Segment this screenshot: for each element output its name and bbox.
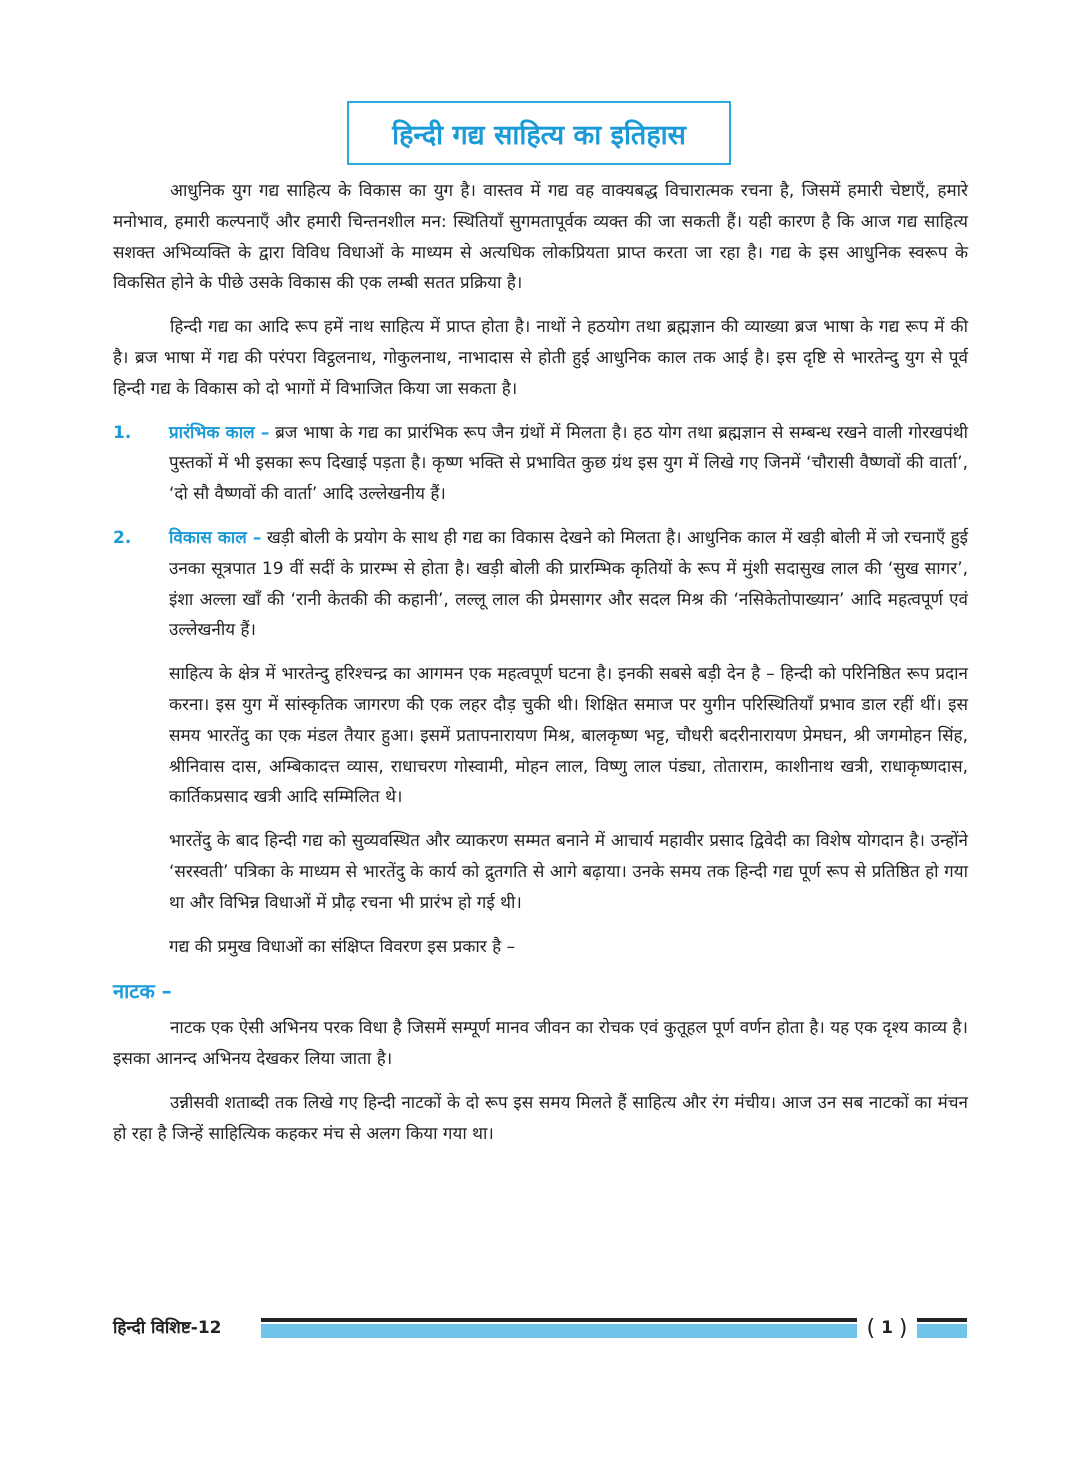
list-number-1: 1. xyxy=(113,422,132,443)
main-content xyxy=(113,176,968,1163)
title-box xyxy=(347,101,731,165)
list-item-1 xyxy=(113,418,968,510)
section-heading-natak: नाटक – xyxy=(113,979,172,1004)
close-paren-glyph: ) xyxy=(898,1315,908,1341)
list-text-2: खड़ी बोली के प्रयोग के साथ ही गद्य का विकास देखने को मिलता है। आधुनिक काल में खड़ी बोली में जो रचनाएँ हुई उनका सूत्रपात 19 वीं सदीं के प्रारम्भ से होता है। खड़ी बोली की प्रारम्भिक कृतियों के रूप में मुंशी सदासुख लाल की ‘सुख सागर’, इंशा अल्ला खाँ की ‘रानी केतकी की कहानी’, लल्लू लाल की प्रेमसागर और सदल मिश्र की ‘नसिकेतोपाख्यान’ आदि महत्वपूर्ण एवं उल्लेखनीय हैं। xyxy=(169,527,968,641)
list-heading-1: प्रारंभिक काल – xyxy=(169,422,270,443)
footer-book-label: हिन्दी विशिष्ट-12 xyxy=(113,1318,222,1338)
page-number-box xyxy=(857,1313,917,1343)
list-heading-2: विकास काल – xyxy=(169,527,262,548)
sub-paragraph-1: साहित्य के क्षेत्र में भारतेन्दु हरिश्चन्द्र का आगमन एक महत्वपूर्ण घटना है। इनकी सबसे बड़ी देन है – हिन्दी को परिनिष्ठित रूप प्रदान करना। इस युग में सांस्कृतिक जागरण की एक लहर दौड़ चुकी थी। शिक्षित समाज पर युगीन परिस्थितियाँ प्रभाव डाल रहीं थीं। इस समय भारतेंदु का एक मंडल तैयार हुआ। इसमें प्रतापनारायण मिश्र, बालकृष्ण भट्ट, चौधरी बदरीनारायण प्रेमघन, श्री जगमोहन सिंह, श्रीनिवास दास, अम्बिकादत्त व्यास, राधाचरण गोस्वामी, मोहन लाल, विष्णु लाल पंड्या, तोताराम, काशीनाथ खत्री, राधाकृष्णदास, कार्तिकप्रसाद खत्री आदि सम्मिलित थे। xyxy=(169,664,968,808)
page-number: 1 xyxy=(881,1318,893,1338)
section-paragraph-1: नाटक एक ऐसी अभिनय परक विधा है जिसमें सम्पूर्ण मानव जीवन का रोचक एवं कुतूहल पूर्ण वर्णन होता है। यह एक दृश्य काव्य है। इसका आनन्द अभिनय देखकर लिया जाता है। xyxy=(113,1018,968,1070)
page-footer xyxy=(113,1313,968,1343)
sub-paragraph-2: भारतेंदु के बाद हिन्दी गद्य को सुव्यवस्थित और व्याकरण सम्मत बनाने में आचार्य महावीर प्रसाद द्विवेदी का विशेष योगदान है। उन्होंने ‘सरस्वती’ पत्रिका के माध्यम से भारतेंदु के कार्य को द्रुतगति से आगे बढ़ाया। उनके समय तक हिन्दी गद्य पूर्ण रूप से प्रतिष्ठित हो गया था और विभिन्न विधाओं में प्रौढ़ रचना भी प्रारंभ हो गई थी। xyxy=(169,831,968,913)
list-text-1: ब्रज भाषा के गद्य का प्रारंभिक रूप जैन ग्रंथों में मिलता है। हठ योग तथा ब्रह्मज्ञान से सम्बन्ध रखने वाली गोरखपंथी पुस्तकों में भी इसका रूप दिखाई पड़ता है। कृष्ण भक्ति से प्रभावित कुछ ग्रंथ इस युग में लिखे गए जिनमें ‘चौरासी वैष्णवों की वार्ता’, ‘दो सौ वैष्णवों की वार्ता’ आदि उल्लेखनीय हैं। xyxy=(169,422,968,505)
intro-paragraph-1: आधुनिक युग गद्य साहित्य के विकास का युग है। वास्तव में गद्य वह वाक्यबद्ध विचारात्मक रचना है, जिसमें हमारी चेष्टाएँ, हमारे मनोभाव, हमारी कल्पनाएँ और हमारी चिन्तनशील मन: स्थितियाँ सुगमतापूर्वक व्यक्त की जा सकती हैं। यही कारण है कि आज गद्य साहित्य सशक्त अभिव्यक्ति के द्वारा विविध विधाओं के माध्यम से अत्यधिक लोकप्रियता प्राप्त करता जा रहा है। गद्य के इस आधुनिक स्वरूप के विकसित होने के पीछे उसके विकास की एक लम्बी सतत प्रक्रिया है। xyxy=(113,181,968,294)
list-item-2 xyxy=(113,523,968,646)
open-paren-glyph: ( xyxy=(866,1315,876,1341)
section-paragraph-2: उन्नीसवी शताब्दी तक लिखे गए हिन्दी नाटकों के दो रूप इस समय मिलते हैं साहित्य और रंग मंचीय। आज उन सब नाटकों का मंचन हो रहा है जिन्हें साहित्यिक कहकर मंच से अलग किया गया था। xyxy=(113,1092,968,1144)
page-title: हिन्दी गद्य साहित्य का इतिहास xyxy=(392,119,686,151)
intro-paragraph-2: हिन्दी गद्य का आदि रूप हमें नाथ साहित्य में प्राप्त होता है। नाथों ने हठयोग तथा ब्रह्मज्ञान की व्याख्या ब्रज भाषा के गद्य रूप में की है। ब्रज भाषा में गद्य की परंपरा विट्ठलनाथ, गोकुलनाथ, नाभादास से होती हुई आधुनिक काल तक आई है। इस दृष्टि से भारतेन्दु युग से पूर्व हिन्दी गद्य के विकास को दो भागों में विभाजित किया जा सकता है। xyxy=(113,317,968,399)
list-number-2: 2. xyxy=(113,527,132,548)
sub-paragraph-3: गद्य की प्रमुख विधाओं का संक्षिप्त विवरण इस प्रकार है – xyxy=(169,936,516,957)
